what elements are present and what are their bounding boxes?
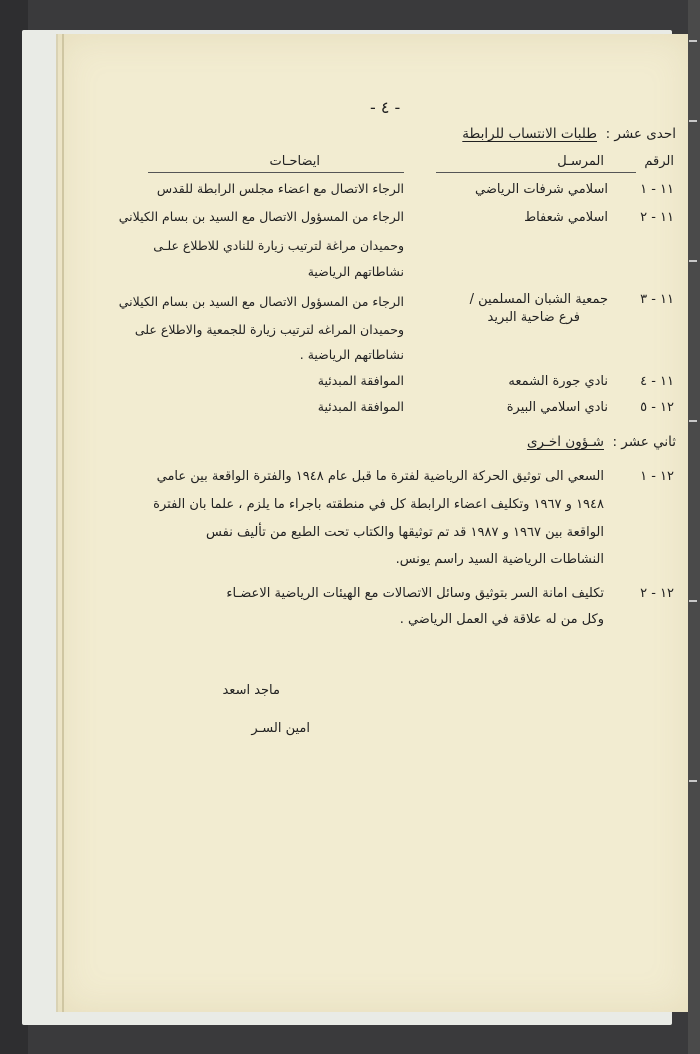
row-3-sender-line-2: فرع ضاحية البريد [487, 310, 580, 325]
binder-strip [688, 0, 700, 1054]
item-12-1-line-3: الواقعة بين ١٩٦٧ و ١٩٨٧ قد تم توثيقها والكتاب تحت الطبع من تأليف نفس [206, 525, 604, 540]
column-header-sender: المرسـل [557, 154, 604, 169]
row-4-remark-1: الموافقة المبدئية [317, 373, 404, 388]
row-3-sender: جمعية الشبان المسلمين / [469, 292, 608, 307]
item-12-1-line-2: ١٩٤٨ و ١٩٦٧ وتكليف اعضاء الرابطة كل في منطقته باجراء ما يلزم ، علما بان الفترة [153, 497, 604, 512]
row-2-remark-2: وحميدان مراغة لترتيب زيارة للنادي للاطلاع علـى [153, 238, 404, 253]
signature-role: امين السـر [251, 721, 310, 736]
header-rule-right [436, 172, 636, 173]
column-header-number: الرقم [644, 154, 674, 169]
row-3-remark-2: وحميدان المراغه لترتيب زيارة للجمعية والاطلاع على [134, 322, 404, 337]
row-4-number: ١١ - ٤ [640, 374, 674, 389]
signature-name: ماجد اسعد [222, 683, 280, 698]
item-12-1-number: ١٢ - ١ [640, 469, 674, 484]
item-12-1-line-4: النشاطات الرياضية السيد راسم يونس. [395, 552, 604, 567]
row-2-sender: اسلامي شعفاط [524, 210, 608, 225]
page-number: - ٤ - [370, 98, 401, 117]
section-12-title: شـؤون اخـرى [526, 434, 604, 450]
page-fold-edge [62, 34, 64, 1012]
row-5-sender: نادي اسلامي البيرة [506, 400, 608, 415]
header-rule-left [148, 172, 404, 173]
item-12-1-line-1: السعي الى توثيق الحركة الرياضية لفترة ما قبل عام ١٩٤٨ والفترة الواقعة بين عامي [156, 469, 604, 484]
section-11-prefix: احدى عشر : [605, 126, 676, 142]
column-header-remarks: ايضاحـات [269, 154, 320, 169]
row-2-remark-1: الرجاء من المسؤول الاتصال مع السيد بن بسام الكيلاني [118, 209, 404, 224]
section-12-prefix: ثاني عشر : [612, 434, 676, 450]
item-12-2-line-1: تكليف امانة السر بتوثيق وسائل الاتصالات مع الهيئات الرياضية الاعضـاء [226, 586, 604, 601]
row-3-remark-1: الرجاء من المسؤول الاتصال مع السيد بن بسام الكيلاني [118, 294, 404, 309]
row-2-remark-3: نشاطاتهم الرياضية [307, 264, 404, 279]
item-12-2-line-2: وكل من له علاقة في العمل الرياضي . [399, 612, 604, 627]
item-12-2-number: ١٢ - ٢ [640, 586, 674, 601]
row-5-remark-1: الموافقة المبدئية [317, 399, 404, 414]
row-4-sender: نادي جورة الشمعه [508, 374, 608, 389]
row-2-number: ١١ - ٢ [640, 210, 674, 225]
row-3-remark-3: نشاطاتهم الرياضية . [299, 347, 404, 362]
section-11-title: طلبات الانتساب للرابطة [462, 126, 597, 142]
row-3-number: ١١ - ٣ [640, 292, 674, 307]
row-5-number: ١٢ - ٥ [640, 400, 674, 415]
row-1-sender: اسلامي شرفات الرياضي [474, 182, 608, 197]
row-1-remark-1: الرجاء الاتصال مع اعضاء مجلس الرابطة للقدس [156, 181, 404, 196]
row-1-number: ١١ - ١ [640, 182, 674, 197]
